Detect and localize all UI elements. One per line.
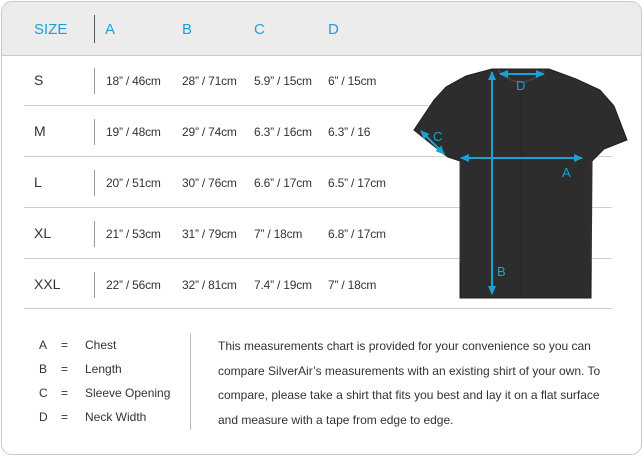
legend-equals: = xyxy=(61,362,69,376)
diagram-label-d: D xyxy=(516,78,526,93)
cell-c: 5.9” / 15cm xyxy=(254,74,312,88)
legend-equals: = xyxy=(61,410,69,424)
legend-equals: = xyxy=(61,338,69,352)
cell-d: 7” / 18cm xyxy=(328,278,377,292)
legend-key: D xyxy=(39,410,48,424)
cell-a: 20” / 51cm xyxy=(106,176,161,190)
header-col-d: D xyxy=(328,21,339,38)
header-col-b: B xyxy=(182,21,193,38)
cell-d: 6” / 15cm xyxy=(328,74,377,88)
size-chart-card xyxy=(1,1,642,455)
legend-value: Neck Width xyxy=(85,410,147,424)
cell-b: 32” / 81cm xyxy=(182,278,237,292)
legend-value: Chest xyxy=(85,338,117,352)
cell-a: 21” / 53cm xyxy=(106,227,161,241)
cell-d: 6.5” / 17cm xyxy=(328,176,386,190)
legend-equals: = xyxy=(61,386,69,400)
size-label: S xyxy=(34,72,44,88)
header-col-a: A xyxy=(105,21,116,38)
diagram-label-c: C xyxy=(433,129,443,144)
diagram-label-b: B xyxy=(497,264,506,279)
size-label: M xyxy=(34,123,46,139)
cell-b: 28” / 71cm xyxy=(182,74,237,88)
size-label: XXL xyxy=(34,276,61,292)
cell-b: 31” / 79cm xyxy=(182,227,237,241)
cell-b: 30” / 76cm xyxy=(182,176,237,190)
cell-c: 7” / 18cm xyxy=(254,227,303,241)
cell-c: 6.3” / 16cm xyxy=(254,125,312,139)
cell-b: 29” / 74cm xyxy=(182,125,237,139)
cell-a: 22” / 56cm xyxy=(106,278,161,292)
diagram-label-a: A xyxy=(562,165,571,180)
cell-d: 6.3” / 16 xyxy=(328,125,371,139)
cell-a: 19” / 48cm xyxy=(106,125,161,139)
legend-key: A xyxy=(39,338,48,352)
size-label: L xyxy=(34,174,42,190)
cell-a: 18” / 46cm xyxy=(106,74,161,88)
size-label: XL xyxy=(34,225,52,241)
legend-key: B xyxy=(39,362,48,376)
legend-value: Length xyxy=(85,362,122,376)
header-col-c: C xyxy=(254,21,265,38)
measurement-note: This measurements chart is provided for your convenience so you can compare SilverAir’s measurements with an existing shirt of your own. To compare, please take a shirt that fits you best and lay it on a flat surface and measure with a tape from edge to edge. xyxy=(218,339,601,427)
header-size: SIZE xyxy=(34,21,68,38)
cell-c: 6.6” / 17cm xyxy=(254,176,312,190)
cell-c: 7.4” / 19cm xyxy=(254,278,312,292)
legend-value: Sleeve Opening xyxy=(85,386,171,400)
legend-divider xyxy=(190,334,191,430)
legend-key: C xyxy=(39,386,48,400)
cell-d: 6.8” / 17cm xyxy=(328,227,386,241)
